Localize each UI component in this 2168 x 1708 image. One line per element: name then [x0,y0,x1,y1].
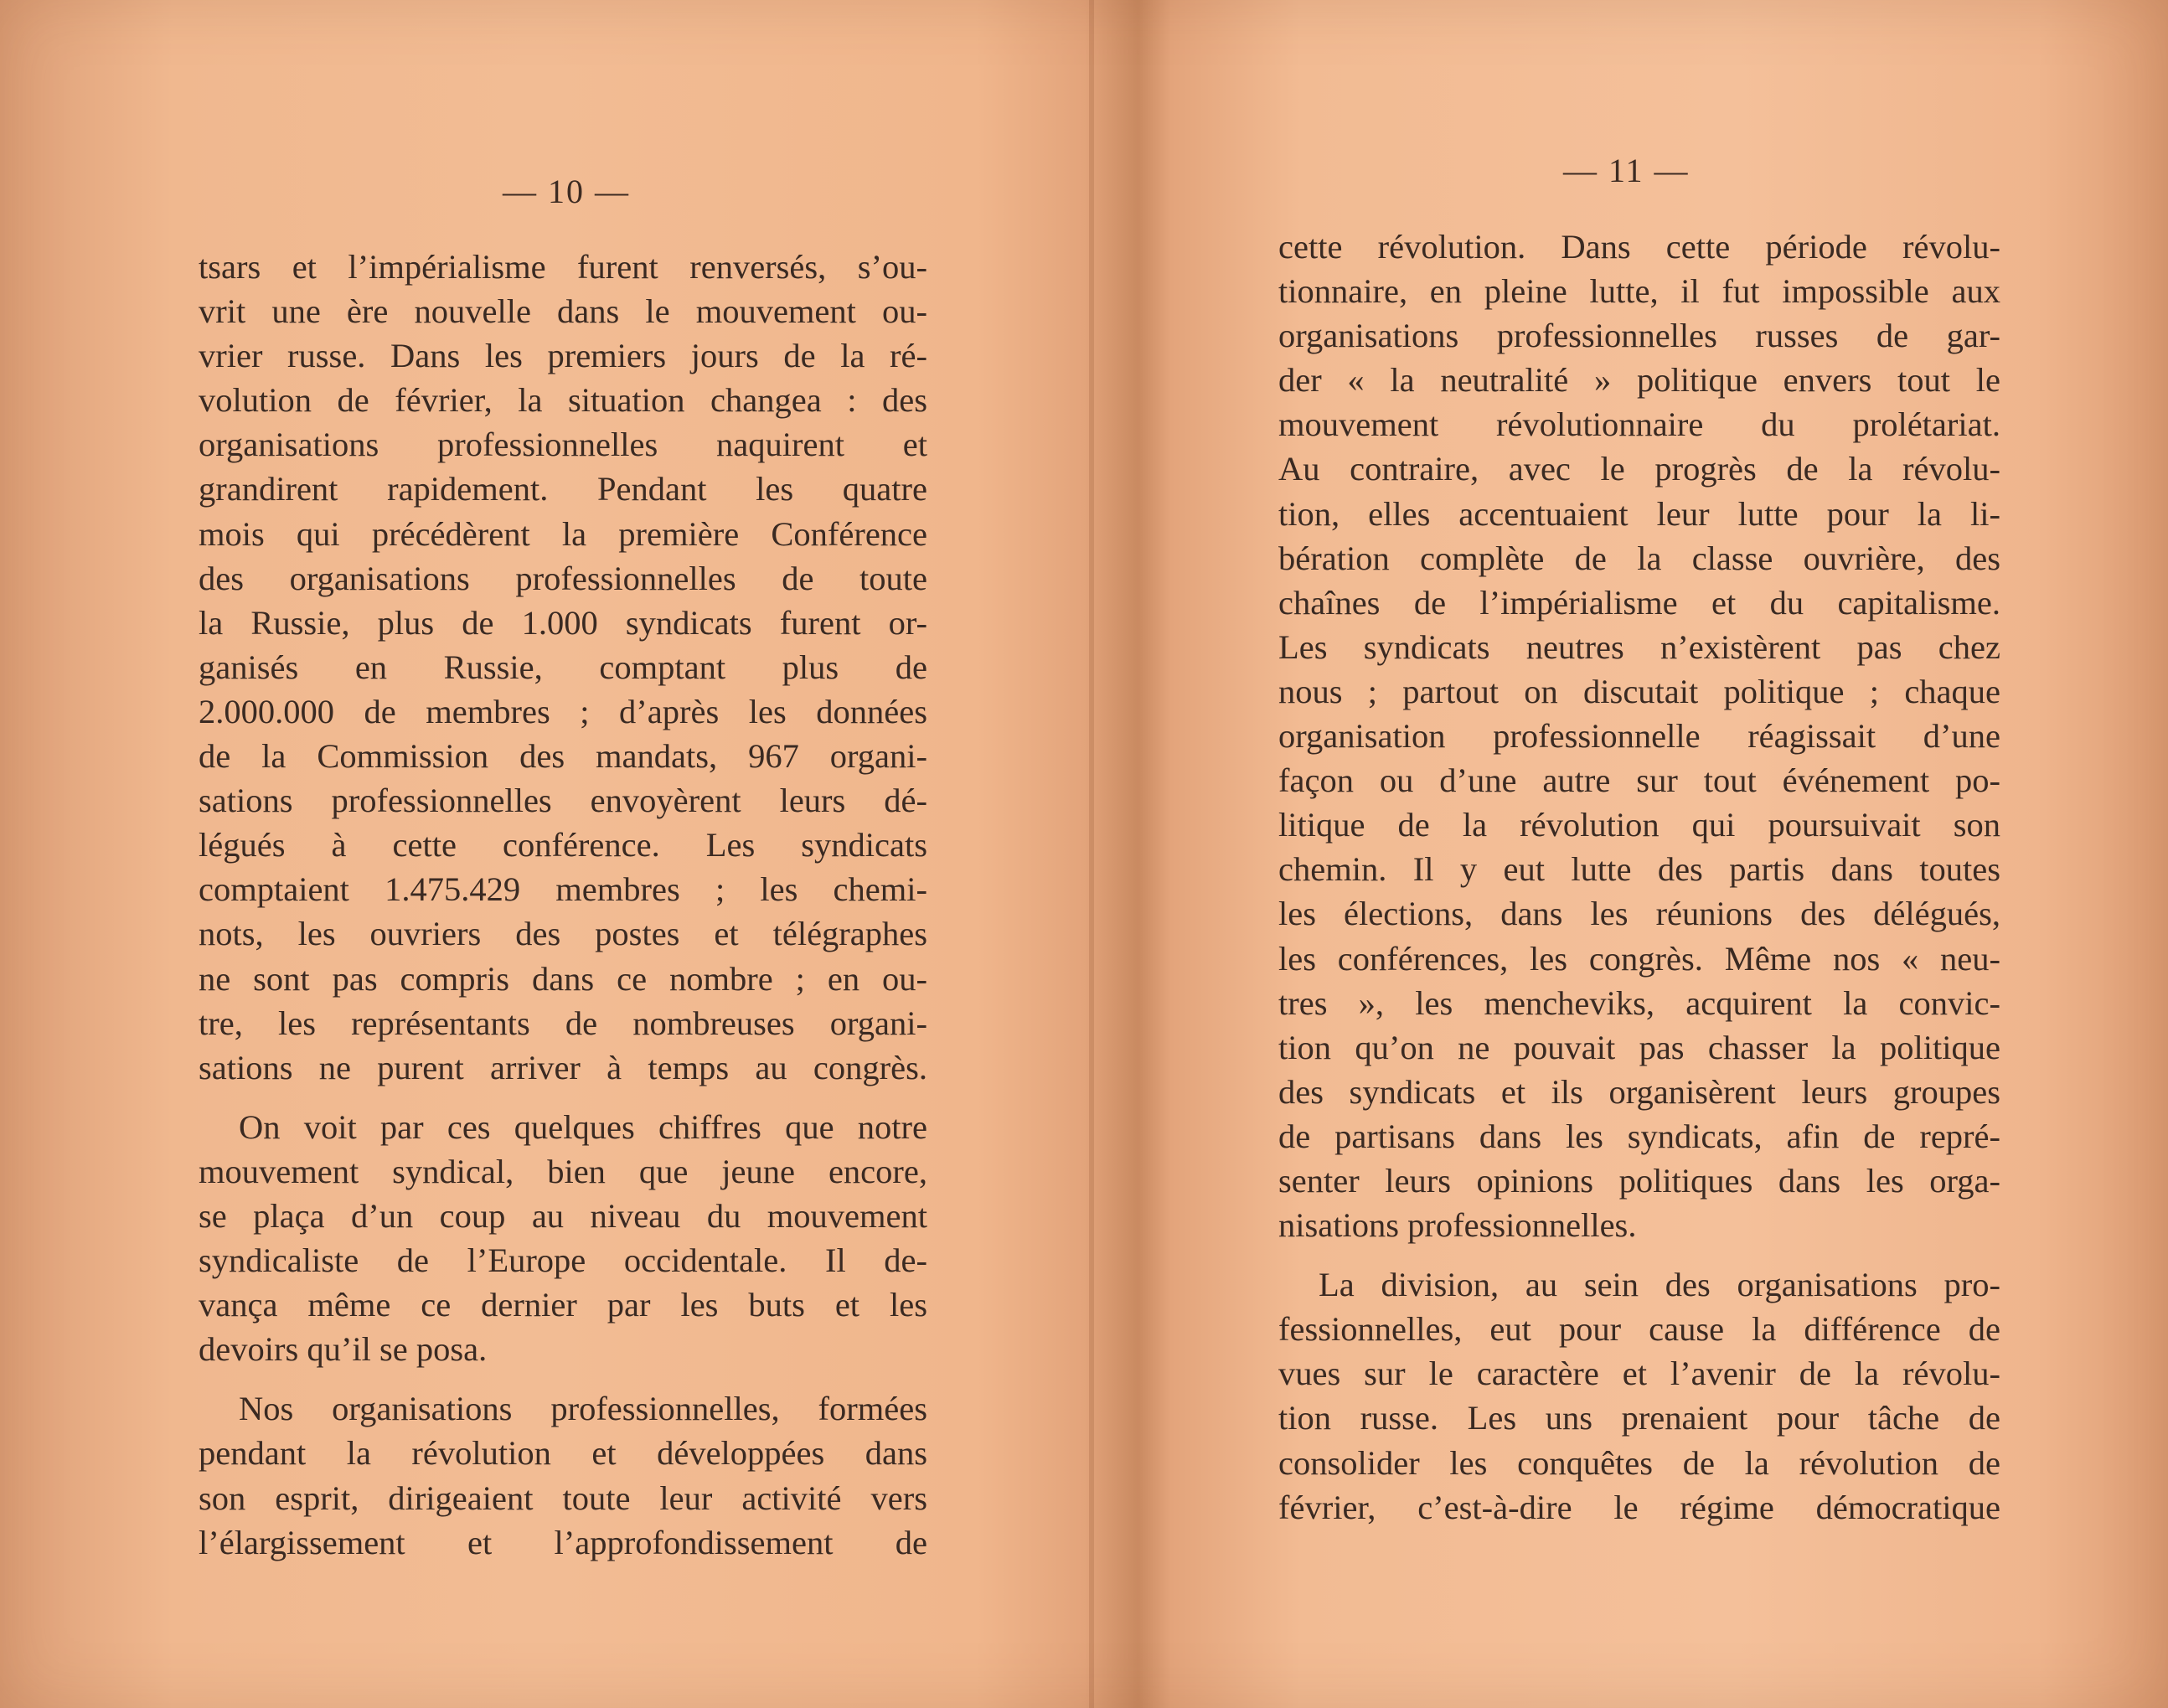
paragraph [1278,224,2000,1247]
text-line: tsars et l’impérialisme furent renversés, s’ou- [199,248,927,286]
text-line: février, c’est-à-dire le régime démocratique [1278,1488,2000,1526]
text-line: 2.000.000 de membres ; d’après les données [199,692,927,730]
text-line: la Russie, plus de 1.000 syndicats furent or- [199,603,927,642]
text-line: tre, les représentants de nombreuses organi- [199,1004,927,1042]
text-line: ne sont pas compris dans ce nombre ; en ou- [199,959,927,998]
text-line: des syndicats et ils organisèrent leurs groupes [1278,1072,2000,1111]
text-line: mouvement révolutionnaire du prolétariat. [1278,405,2000,444]
text-line: tion, elles accentuaient leur lutte pour la li- [1278,494,2000,533]
text-line: sations professionnelles envoyèrent leurs dé- [199,782,927,820]
text-line: son esprit, dirigeaient toute leur activité vers [199,1478,927,1517]
text-line: de partisans dans les syndicats, afin de repré- [1278,1117,2000,1155]
text-line: volution de février, la situation changea : des [199,381,927,420]
text-line: tres », les mencheviks, acquirent la convic- [1278,983,2000,1022]
text-line: les conférences, les congrès. Même nos « neu- [1278,939,2000,978]
text-line: chemin. Il y eut lutte des partis dans toutes [1278,850,2000,889]
text-line: La division, au sein des organisations pro- [1319,1266,2000,1304]
text-line: l’élargissement et l’approfondissement de [199,1523,927,1561]
text-line: grandirent rapidement. Pendant les quatre [199,470,927,508]
text-line: nous ; partout on discutait politique ; chaque [1278,672,2000,710]
text-line: pendant la révolution et développées dans [199,1434,927,1473]
text-line: mois qui précédèrent la première Conférence [199,514,927,553]
text-line: tion qu’on ne pouvait pas chasser la politique [1278,1028,2000,1066]
page-number: — 11 — [1563,152,1690,189]
right-page [1104,0,2168,1708]
text-line: comptaient 1.475.429 membres ; les chemi- [199,870,927,909]
body-text [199,245,927,1565]
text-line: cette révolution. Dans cette période révolu- [1278,228,2000,266]
text-line: légués à cette conférence. Les syndicats [199,826,927,864]
text-line: devoirs qu’il se posa. [199,1330,488,1369]
text-line: senter leurs opinions politiques dans les orga- [1278,1161,2000,1200]
text-line: façon ou d’une autre sur tout événement po- [1278,761,2000,800]
text-line: Au contraire, avec le progrès de la révolu- [1278,450,2000,488]
text-line: des organisations professionnelles de toute [199,559,927,597]
text-line: sations ne purent arriver à temps au congrès. [199,1048,927,1086]
text-line: nisations professionnelles. [1278,1206,1637,1245]
text-line: der « la neutralité » politique envers tout le [1278,361,2000,400]
text-line: organisations professionnelles naquirent et [199,426,927,464]
text-line: vança même ce dernier par les buts et les [199,1286,927,1324]
text-line: consolider les conquêtes de la révolution de [1278,1443,2000,1482]
text-line: vrier russe. Dans les premiers jours de la ré- [199,337,927,375]
text-line: Nos organisations professionnelles, formées [239,1390,927,1428]
body-text [1278,224,2000,1530]
text-line: vues sur le caractère et l’avenir de la révolu- [1278,1355,2000,1393]
text-line: bération complète de la classe ouvrière, des [1278,539,2000,577]
paragraph [199,1386,927,1564]
text-line: de la Commission des mandats, 967 organi- [199,737,927,776]
text-line: mouvement syndical, bien que jeune encore, [199,1152,927,1190]
text-line: les élections, dans les réunions des délégués, [1278,895,2000,933]
text-line: vrit une ère nouvelle dans le mouvement ou- [199,292,927,331]
text-line: se plaça d’un coup au niveau du mouvement [199,1196,927,1235]
text-line: tionnaire, en pleine lutte, il fut impossible aux [1278,272,2000,311]
text-line: tion russe. Les uns prenaient pour tâche de [1278,1399,2000,1437]
text-line: chaînes de l’impérialisme et du capitalisme. [1278,583,2000,622]
text-line: ganisés en Russie, comptant plus de [199,648,927,686]
paragraph [199,1105,927,1372]
text-line: Les syndicats neutres n’existèrent pas chez [1278,627,2000,666]
page-number: — 10 — [503,173,630,210]
text-line: litique de la révolution qui poursuivait son [1278,806,2000,844]
text-line: fessionnelles, eut pour cause la différence de [1278,1310,2000,1349]
text-line: nots, les ouvriers des postes et télégraphes [199,915,927,953]
text-line: On voit par ces quelques chiffres que notre [239,1107,927,1146]
text-line: organisation professionnelle réagissait d’une [1278,717,2000,756]
paragraph [199,245,927,1090]
text-line: syndicaliste de l’Europe occidentale. Il de- [199,1241,927,1280]
paragraph [1278,1262,2000,1530]
text-line: organisations professionnelles russes de gar- [1278,317,2000,355]
